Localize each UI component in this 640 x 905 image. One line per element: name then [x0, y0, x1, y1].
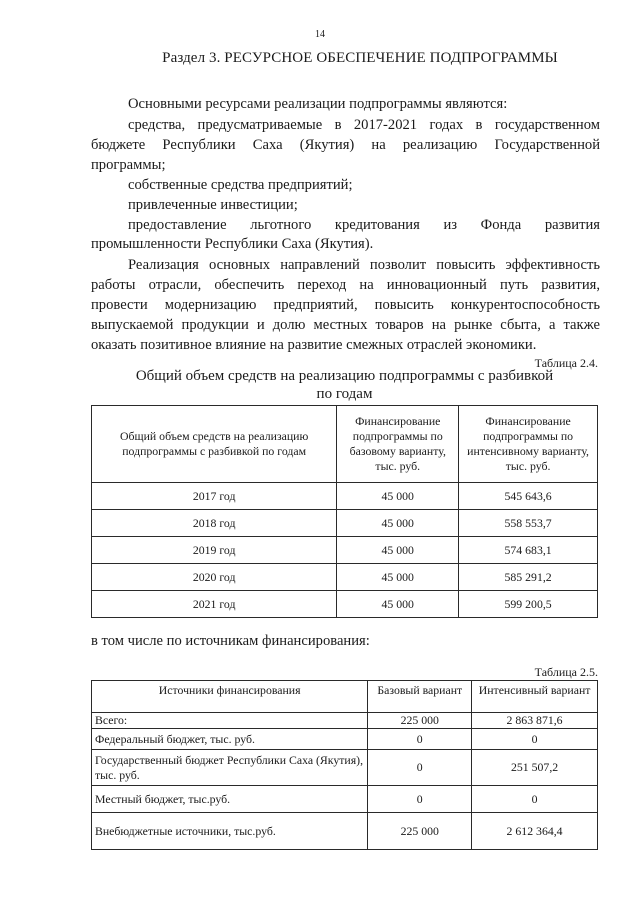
table-row: [92, 483, 598, 510]
base-value-cell: 0: [368, 729, 472, 750]
intensive-value-cell: 251 507,2: [472, 750, 598, 786]
resource-item-3: привлеченные инвестиции;: [128, 197, 298, 213]
source-cell: Внебюджетные источники, тыс.руб.: [92, 813, 368, 850]
table-row: [92, 564, 598, 591]
resource-item-4-line-1: предоставление льготного кредитования из Фонда развития: [128, 217, 600, 233]
table-header-row: [92, 681, 598, 713]
base-value-cell: 45 000: [337, 591, 459, 618]
resource-item-1-line-3: программы;: [91, 157, 166, 173]
header-cell: Базовый вариант: [368, 681, 472, 713]
table-row: [92, 713, 598, 729]
paragraph-line-1: Реализация основных направлений позволит повысить эффективность: [128, 257, 600, 273]
base-value-cell: 45 000: [337, 537, 459, 564]
base-value-cell: 45 000: [337, 564, 459, 591]
table-row: [92, 750, 598, 786]
base-value-cell: 45 000: [337, 483, 459, 510]
page-number: 14: [315, 29, 325, 40]
paragraph-line-3: провести модернизацию предприятий, повысить конкурентоспособность: [91, 297, 600, 313]
year-cell: 2019 год: [92, 537, 337, 564]
table-header-row: [92, 406, 598, 483]
table-row: [92, 813, 598, 850]
year-cell: 2020 год: [92, 564, 337, 591]
resource-item-4-line-2: промышленности Республики Саха (Якутия).: [91, 236, 374, 252]
intensive-value-cell: 585 291,2: [459, 564, 598, 591]
paragraph-line-4: выпускаемой продукции и долю местных товаров на рынке сбыта, а также: [91, 317, 600, 333]
base-value-cell: 225 000: [368, 713, 472, 729]
intensive-value-cell: 599 200,5: [459, 591, 598, 618]
paragraph-line-5: оказать позитивное влияние на развитие смежных отраслей экономики.: [91, 337, 537, 353]
intensive-value-cell: 574 683,1: [459, 537, 598, 564]
table-2-5-caption: Таблица 2.5.: [534, 665, 598, 679]
resource-item-1-line-2: бюджете Республики Саха (Якутия) на реализацию Государственной: [91, 137, 600, 153]
table-row: [92, 591, 598, 618]
resource-item-1-line-1: средства, предусматриваемые в 2017-2021 годах в государственном: [128, 117, 600, 133]
table-2-4: [91, 405, 598, 618]
source-cell: Федеральный бюджет, тыс. руб.: [92, 729, 368, 750]
header-cell: Финансирование подпрограммы по интенсивному варианту, тыс. руб.: [459, 406, 598, 483]
paragraph-line-2: работы отрасли, обеспечить переход на инновационный путь развития,: [91, 277, 600, 293]
table-row: [92, 537, 598, 564]
base-value-cell: 45 000: [337, 510, 459, 537]
base-value-cell: 0: [368, 750, 472, 786]
source-cell: Всего:: [92, 713, 368, 729]
intensive-value-cell: 545 643,6: [459, 483, 598, 510]
table-2-4-caption: Таблица 2.4.: [534, 356, 598, 370]
year-cell: 2018 год: [92, 510, 337, 537]
intensive-value-cell: 2 863 871,6: [472, 713, 598, 729]
table-row: [92, 786, 598, 813]
header-cell: Финансирование подпрограммы по базовому варианту, тыс. руб.: [337, 406, 459, 483]
section-title: Раздел 3. РЕСУРСНОЕ ОБЕСПЕЧЕНИЕ ПОДПРОГРАММЫ: [162, 50, 558, 66]
table-row: [92, 510, 598, 537]
base-value-cell: 225 000: [368, 813, 472, 850]
table-row: [92, 729, 598, 750]
year-cell: 2017 год: [92, 483, 337, 510]
table-2-4-title-line-2: по годам: [316, 386, 373, 402]
year-cell: 2021 год: [92, 591, 337, 618]
header-cell: Общий объем средств на реализацию подпрограммы с разбивкой по годам: [92, 406, 337, 483]
intro-text: Основными ресурсами реализации подпрограммы являются:: [128, 96, 508, 112]
header-cell: Интенсивный вариант: [472, 681, 598, 713]
intensive-value-cell: 0: [472, 729, 598, 750]
source-cell: Местный бюджет, тыс.руб.: [92, 786, 368, 813]
intensive-value-cell: 2 612 364,4: [472, 813, 598, 850]
table-2-4-title-line-1: Общий объем средств на реализацию подпрограммы с разбивкой: [135, 368, 554, 384]
source-cell: Государственный бюджет Республики Саха (Якутия), тыс. руб.: [92, 750, 368, 786]
intensive-value-cell: 558 553,7: [459, 510, 598, 537]
table-2-5: [91, 680, 598, 850]
resource-item-2: собственные средства предприятий;: [128, 177, 353, 193]
sources-intro: в том числе по источникам финансирования:: [91, 633, 370, 649]
base-value-cell: 0: [368, 786, 472, 813]
header-cell: Источники финансирования: [92, 681, 368, 713]
intensive-value-cell: 0: [472, 786, 598, 813]
